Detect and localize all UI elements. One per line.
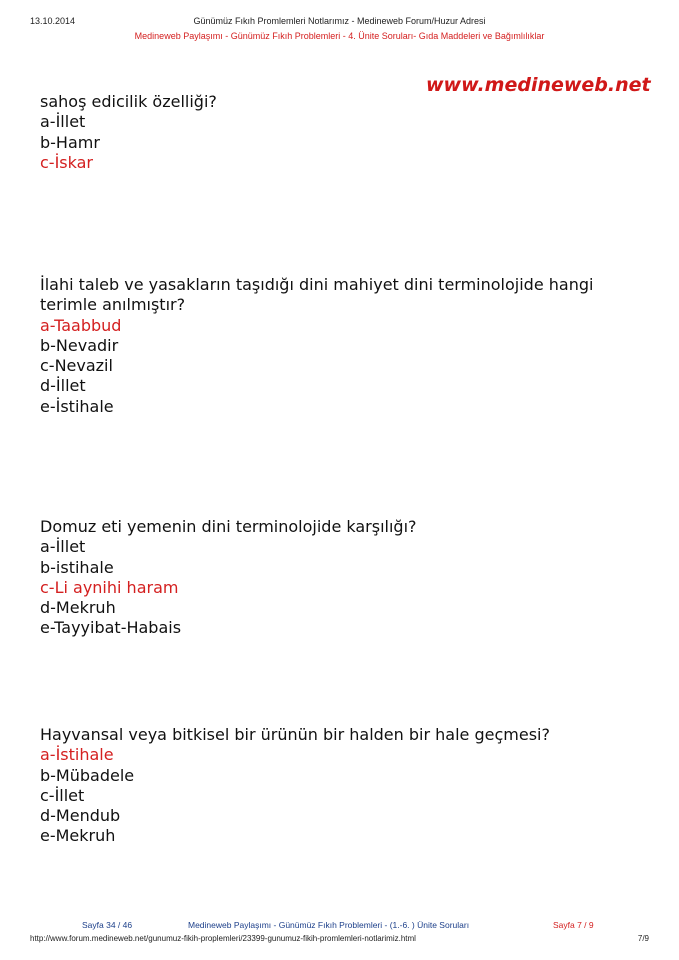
answer-option: b-Hamr bbox=[40, 132, 100, 152]
answer-option: e-İstihale bbox=[40, 396, 114, 416]
answer-option-correct: c-İskar bbox=[40, 152, 93, 172]
answer-option: e-Tayyibat-Habais bbox=[40, 618, 182, 638]
answer-option: a-İllet bbox=[40, 537, 86, 557]
page-number: 7/9 bbox=[637, 934, 649, 943]
answer-option: a-İllet bbox=[40, 112, 86, 132]
question-block-1 bbox=[40, 92, 640, 173]
footer-page-section: Sayfa 7 / 9 bbox=[553, 920, 594, 930]
question-block-3 bbox=[40, 517, 640, 639]
footer-page-total: Sayfa 34 / 46 bbox=[82, 920, 133, 930]
question-text: Hayvansal veya bitkisel bir ürünün bir halden bir hale geçmesi? bbox=[40, 725, 550, 744]
answer-option-correct: c-Li aynihi haram bbox=[40, 577, 179, 597]
answer-option: d-Mekruh bbox=[40, 598, 116, 618]
question-block-2 bbox=[40, 275, 640, 417]
question-text: sahoş edicilik özelliği? bbox=[40, 92, 217, 111]
answer-option: c-İllet bbox=[40, 785, 85, 805]
question-block-4 bbox=[40, 725, 640, 847]
answer-option: e-Mekruh bbox=[40, 826, 116, 846]
answer-option: b-Mübadele bbox=[40, 765, 135, 785]
page-title: Günümüz Fıkıh Promlemleri Notlarımız - Medineweb Forum/Huzur Adresi bbox=[193, 16, 486, 26]
answer-option: b-Nevadir bbox=[40, 335, 119, 355]
answer-option: c-Nevazil bbox=[40, 356, 113, 376]
answer-option-correct: a-İstihale bbox=[40, 745, 114, 765]
page-subtitle: Medineweb Paylaşımı - Günümüz Fıkıh Problemleri - 4. Ünite Soruları- Gıda Maddeleri ve Bağımlılıklar bbox=[134, 31, 545, 41]
print-date: 13.10.2014 bbox=[30, 16, 76, 26]
footer-title: Medineweb Paylaşımı - Günümüz Fıkıh Problemleri - (1.-6. ) Ünite Soruları bbox=[188, 920, 470, 930]
answer-option: d-Mendub bbox=[40, 806, 121, 826]
question-text: İlahi taleb ve yasakların taşıdığı dini mahiyet dini terminolojide hangi terimle anılmıştır? bbox=[40, 275, 594, 315]
answer-option: b-istihale bbox=[40, 557, 114, 577]
question-text: Domuz eti yemenin dini terminolojide karşılığı? bbox=[40, 517, 417, 536]
page-url: http://www.forum.medineweb.net/gunumuz-fikih-proplemleri/23399-gunumuz-fikih-promlemleri-notlarimiz.html bbox=[30, 934, 416, 943]
answer-option: d-İllet bbox=[40, 376, 86, 396]
site-watermark: www.medineweb.net bbox=[426, 74, 651, 96]
answer-option-correct: a-Taabbud bbox=[40, 315, 122, 335]
